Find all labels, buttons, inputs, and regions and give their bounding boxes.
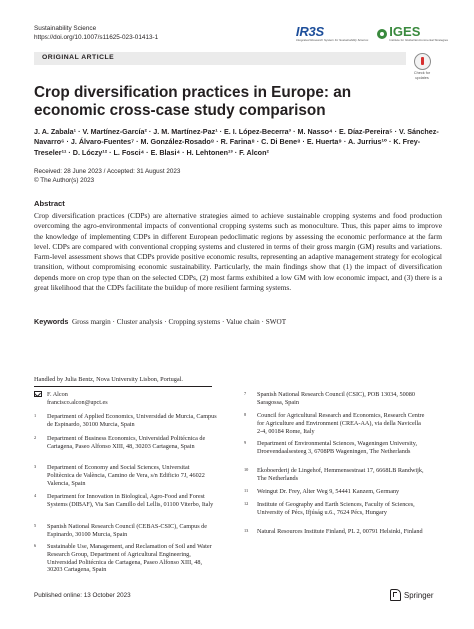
article-type-label: ORIGINAL ARTICLE [42,54,115,61]
journal-header [34,25,158,42]
affiliation-number: 5 [34,523,37,528]
iges-mark-icon [377,29,387,39]
affiliation-text: Department of Economy and Social Sciences, Universitat Politècnica de València, Camino de Vera, s/n Edificio 7J, 46022 Valencia, Spain [47,464,205,487]
springer-text: Springer [404,590,434,600]
springer-logo [390,589,433,601]
affiliation-number: 2 [34,435,37,440]
check-updates-line1: Check for [413,71,431,75]
affiliation-number: 1 [34,413,37,418]
affiliation-number: 9 [244,440,247,445]
check-for-updates-button[interactable] [405,52,439,82]
ir3s-logo-text: IR3S [295,24,325,39]
ir3s-logo [296,26,368,42]
ir3s-logo-subtitle: Integrated Research System for Sustainability Science [295,38,369,42]
affiliation-number: 12 [244,501,249,506]
partner-logos [296,22,448,46]
handled-by-note: Handled by Julia Bentz, Nova University Lisbon, Portugal. [34,376,184,383]
iges-logo [377,26,448,42]
affiliation-number: 6 [34,543,37,548]
affiliation-text: Ekoboerderij de Lingehof, Hemmensestraat 17, 6668LB Randwijk, The Netherlands [257,467,424,482]
affiliation-text: Council for Agricultural Research and Economics, Research Centre for Agriculture and Environment (CREA-AA), via della Navicella 2-4, 00184 Rome, Italy [257,412,425,435]
footnote-divider [34,386,212,387]
copyright: © The Author(s) 2023 [34,176,95,184]
corresponding-email[interactable]: francisco.alcon@upct.es [47,398,108,406]
iges-logo-text: IGES [389,24,421,39]
check-updates-icon [414,53,431,70]
keywords-list: Gross margin · Cluster analysis · Cropping systems · Value chain · SWOT [71,318,287,326]
affiliation-text: Department of Applied Economics, Universidad de Murcia, Campus de Espinardo, 30100 Murcia, Spain [47,413,217,428]
correspondence [34,391,214,407]
abstract-heading: Abstract [34,199,65,208]
received-accepted: Received: 28 June 2023 / Accepted: 31 August 2023 [34,168,181,175]
affiliation-text: Department of Environmental Sciences, Wageningen University, Droevendaalsesteeg 3, 6708PB Wageningen, The Netherlands [257,440,417,455]
keywords [34,317,286,326]
affiliation-text: Department for Innovation in Biological, Agro-Food and Forest Systems (DIBAF), Via San Camillo del Lellis, 01100 Viterbo, Italy [47,493,214,508]
affiliation-number: 7 [244,391,247,396]
check-updates-line2: updates [415,75,429,80]
affiliation-text: Spanish National Research Council (CSIC), POB 13034, 50080 Saragossa, Spain [257,391,415,406]
published-online: Published online: 13 October 2023 [34,592,131,599]
springer-horse-icon [390,589,401,601]
affiliation-number: 8 [244,412,247,417]
doi-link[interactable]: https://doi.org/10.1007/s11625-023-01413-1 [34,33,159,41]
affiliation-text: Spanish National Research Council (CEBAS-CSIC), Campus de Espinardo, 30100 Murcia, Spain [47,523,207,538]
affiliation-text: Sustainable Use, Management, and Reclamation of Soil and Water Research Group, Department of Agricultural Engineering, Universidad Politécnica de Cartagena, Paseo Alfonso XIII, 48, 30203 Cartagena, Spain [47,543,212,574]
envelope-icon [34,391,42,397]
affiliation-number: 3 [34,464,37,469]
affiliation-text: Natural Resources Institute Finland, PL 2, 00791 Helsinki, Finland [257,528,423,535]
article-dates [34,168,180,185]
affiliation-number: 13 [244,528,249,533]
journal-name: Sustainability Science [34,25,97,32]
affiliation-number: 11 [244,488,249,493]
article-title: Crop diversification practices in Europe: an economic cross-case study comparison [34,84,352,119]
affiliation-text: Institute of Geography and Earth Sciences, Faculty of Sciences, University of Pécs, Ifjúság u.6., 7624 Pécs, Hungary [257,501,415,516]
affiliation-number: 4 [34,493,37,498]
affiliation-text: Weingut Dr. Frey, Alter Weg 9, 54441 Kanzem, Germany [257,488,400,495]
author-list: J. A. Zabala¹ · V. Martínez-García² · J. M. Martínez-Paz¹ · E. I. López-Becerra³ · M. Nasso⁴ · E. Díaz-Pereira⁵ · V. Sánchez-Navarro⁶ · J. Álvaro-Fuentes⁷ · M. González-Rosado⁸ · R. Farina⁸ · C. Di Bene⁸ · E. Huerta⁹ · A. Jurrius¹⁰ · K. Frey-Treseler¹¹ · D. Lóczy¹² · L. Fosci⁴ · E. Blasi⁴ · H. Lehtonen¹³ · F. Alcon² [34,127,439,157]
iges-logo-subtitle: Institute for Global Environmental Strategies [389,38,448,42]
abstract-text: Crop diversification practices (CDPs) are alternative strategies aimed to achieve sustainable cropping systems and food production overcoming the agro-environmental impacts of conventional cropping systems such as monoculture. Thus, this paper aims to improve the knowledge of implementing CDPs in different European pedoclimatic regions by assessing the economic performance at the farm level. CDPs are compared with conventional cropping systems and clustered in terms of their gross margin (GM) results and variations. Farm-level assessment shows that CDPs provide positive economic results, representing an adaptive management strategy for ecological transition, without compromising economic sustainability. Particularly, the main findings show that (1) the impact of diversification depends more on crop type than on the selected CDPs, (2) most farms exhibited a low GM with low economic impact, and (3) there is a great likelihood that the CDPs facilitate the buildup of more resilient farming systems. [34,211,442,293]
keywords-label: Keywords [34,317,69,326]
affiliation-number: 10 [244,467,249,472]
corresponding-author: F. Alcon [47,391,68,398]
affiliation-text: Department of Business Economics, Universidad Politécnica de Cartagena, Paseo Alfonso XIII, 48, 30203 Cartagena, Spain [47,435,206,450]
